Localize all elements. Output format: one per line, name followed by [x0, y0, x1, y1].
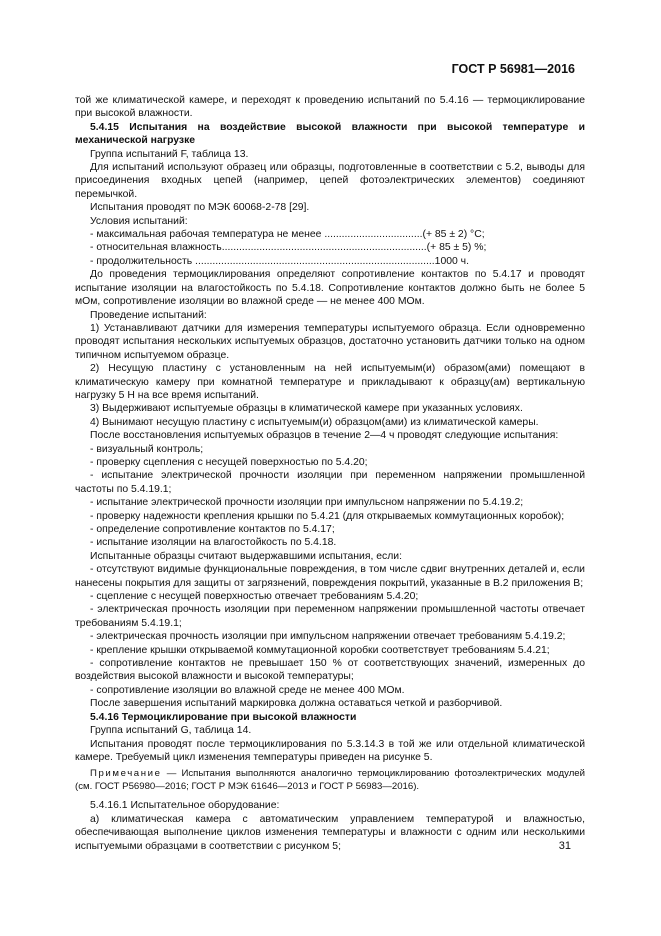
paragraph: До проведения термоциклирования определяют сопротивление контактов по 5.4.17 и проводят испытание изоляции на влагостойкость по 5.4.18. Сопротивление контактов должно быть не более 5 мОм, сопротивление изоляции во влажной среде — не менее 400 МОм.: [75, 269, 585, 308]
paragraph: - сцепление с несущей поверхностью отвечает требованиям 5.4.20;: [90, 591, 419, 603]
paragraph: После восстановления испытуемых образцов в течение 2—4 ч проводят следующие испытания:: [90, 430, 559, 442]
paragraph: После завершения испытаний маркировка должна оставаться четкой и разборчивой.: [90, 698, 503, 710]
paragraph: - испытание электрической прочности изоляции при переменном напряжении промышленной частоты по 5.4.19.1;: [75, 470, 585, 495]
section-heading: 5.4.16 Термоциклирование при высокой влажности: [90, 711, 357, 723]
paragraph: 4) Вынимают несущую пластину с испытуемым(и) образцом(ами) из климатической камеры.: [90, 416, 539, 428]
paragraph: Условия испытаний:: [90, 215, 188, 227]
paragraph: - электрическая прочность изоляции при переменном напряжении промышленной частоты отвечает требованиям 5.4.19.1;: [75, 604, 585, 629]
paragraph: - испытание изоляции на влагостойкость по 5.4.18.: [90, 537, 337, 549]
paragraph: 5.4.16.1 Испытательное оборудование:: [90, 800, 280, 812]
paragraph: - визуальный контроль;: [90, 443, 204, 455]
note-text: — Испытания выполняются аналогично термоциклированию фотоэлектрических модулей (см. ГОСТ Р56980—2016; ГОСТ Р МЭК 61646—2013 и ГОСТ Р 56983—2016).: [75, 768, 585, 792]
paragraph: Испытания проводят после термоциклирования по 5.3.14.3 в той же или отдельной климатической камере. Требуемый цикл изменения температуры приведен на рисунке 5.: [75, 738, 585, 763]
note-label: Примечание: [90, 768, 162, 780]
paragraph: - электрическая прочность изоляции при импульсном напряжении отвечает требованиям 5.4.19.2;: [90, 631, 566, 643]
paragraph: Для испытаний используют образец или образцы, подготовленные в соответствии с 5.2, выводы для присоединения входных цепей (например, цепей фотоэлектрических элементов) соединяют перемычкой.: [75, 162, 585, 200]
paragraph-list: [75, 94, 585, 764]
document-code: ГОСТ Р 56981—2016: [451, 62, 575, 76]
paragraph: - сопротивление контактов не превышает 150 % от соответствующих значений, измеренных до воздействия высокой влажности и высокой температуры;: [75, 658, 585, 683]
paragraph: Испытанные образцы считают выдержавшими испытания, если:: [90, 550, 402, 562]
paragraph: 3) Выдерживают испытуемые образцы в климатической камере при указанных условиях.: [90, 403, 523, 415]
paragraph: 1) Устанавливают датчики для измерения температуры испытуемого образца. Если одновременно проводят испытания нескольких испытуемых образцов, достаточно установить датчики только на одном типичном испытуемом образце.: [75, 322, 585, 361]
paragraph: 2) Несущую пластину с установленным на ней испытуемым(и) образом(ами) помещают в климатическую камеру при комнатной температуре и прикладывают к образцу(ам) вертикальную нагрузку 5 Н на все время испытаний.: [75, 363, 585, 401]
paragraph: - проверку надежности крепления крышки по 5.4.21 (для открываемых коммутационных коробок);: [90, 510, 565, 522]
paragraph-list-2: [75, 799, 585, 853]
document-body: [75, 94, 585, 853]
paragraph: - испытание электрической прочности изоляции при импульсном напряжении по 5.4.19.2;: [90, 497, 524, 509]
section-heading: 5.4.15 Испытания на воздействие высокой влажности при высокой температуре и механической нагрузке: [75, 121, 585, 147]
paragraph: - отсутствуют видимые функциональные повреждения, в том числе сдвиг внутренних деталей и, если нанесены покрытия для защиты от загрязнений, повреждения покрытий, указанные в В.2 приложения В;: [75, 564, 585, 589]
paragraph: - определение сопротивление контактов по 5.4.17;: [90, 524, 335, 535]
paragraph: - крепление крышки открываемой коммутационной коробки соответствует требованиям 5.4.21;: [90, 644, 550, 656]
paragraph: - относительная влажность.......................................................................(+ 85 ± 5) %;: [90, 242, 487, 254]
paragraph: - сопротивление изоляции во влажной среде не менее 400 МОм.: [90, 684, 405, 696]
paragraph: - максимальная рабочая температура не менее ..................................(+ 85 ± 2) °С;: [90, 229, 485, 241]
paragraph: Проведение испытаний:: [90, 309, 207, 321]
paragraph: Испытания проводят по МЭК 60068-2-78 [29].: [90, 202, 310, 214]
paragraph: Группа испытаний F, таблица 13.: [90, 148, 249, 160]
paragraph: Группа испытаний G, таблица 14.: [90, 725, 252, 737]
paragraph: - проверку сцепления с несущей поверхностью по 5.4.20;: [90, 456, 368, 468]
note: [75, 768, 585, 793]
page-number: 31: [558, 840, 571, 852]
paragraph: той же климатической камере, и переходят к проведению испытаний по 5.4.16 — термоциклирование при высокой влажности.: [75, 95, 585, 120]
paragraph: а) климатическая камера с автоматическим управлением температурой и влажностью, обеспечивающая выполнение циклов изменения температуры и влажности с одним или несколькими испытуемыми образцами в соответствии с рисунком 5;: [75, 813, 585, 852]
paragraph: - продолжительность ...................................................................................1000 ч.: [90, 255, 469, 267]
